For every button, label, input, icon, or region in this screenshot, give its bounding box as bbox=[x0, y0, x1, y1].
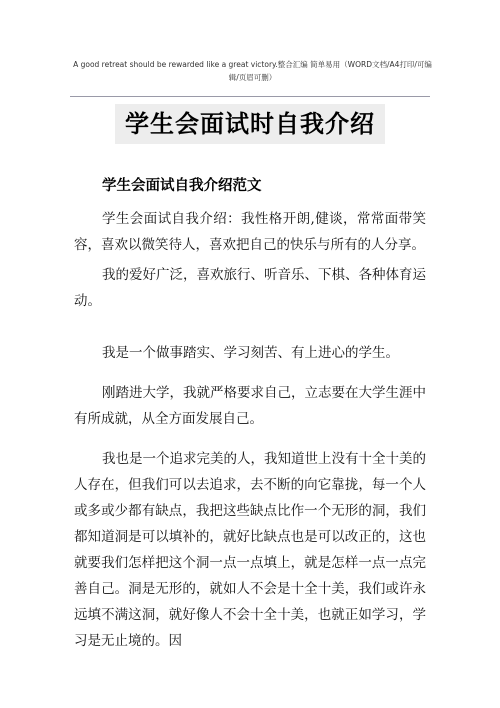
document-body bbox=[74, 206, 426, 654]
paragraph-1: 学生会面试自我介绍：我性格开朗,健谈，常常面带笑容，喜欢以微笑待人，喜欢把自己的快乐与所有的人分享。 bbox=[74, 211, 426, 253]
paragraph-4: 刚踏进大学，我就严格要求自己，立志要在大学生涯中有所成就，从全方面发展自己。 bbox=[74, 385, 426, 427]
header-divider bbox=[70, 96, 430, 97]
document-title-block bbox=[0, 104, 500, 144]
paragraph-3: 我是一个做事踏实、学习刻苦、有上进心的学生。 bbox=[102, 345, 399, 361]
paragraph-2: 我的爱好广泛，喜欢旅行、听音乐、下棋、各种体育运动。 bbox=[74, 267, 426, 309]
paragraph-5: 我也是一个追求完美的人，我知道世上没有十全十美的人存在，但我们可以去追求，去不断的向它靠拢，每一个人或多或少都有缺点，我把这些缺点比作一个无形的洞，我们都知道洞是可以填补的，就好比缺点也是可以改正的，这也就要我们怎样把这个洞一点一点填上，就是怎样一点一点完善自己。洞是无形的，就如人不会是十全十美，我们或许永远填不满这洞，就好像人不会十全十美，也就正如学习，学习是无止境的。因 bbox=[74, 451, 426, 649]
document-subtitle: 学生会面试自我介绍范文 bbox=[102, 177, 262, 194]
document-title: 学生会面试时自我介绍 bbox=[115, 104, 385, 144]
page-header: A good retreat should be rewarded like a great victory.整合汇编 简单易用（WORD文档/A4打印/可编辑/页眉可删） bbox=[73, 60, 432, 82]
